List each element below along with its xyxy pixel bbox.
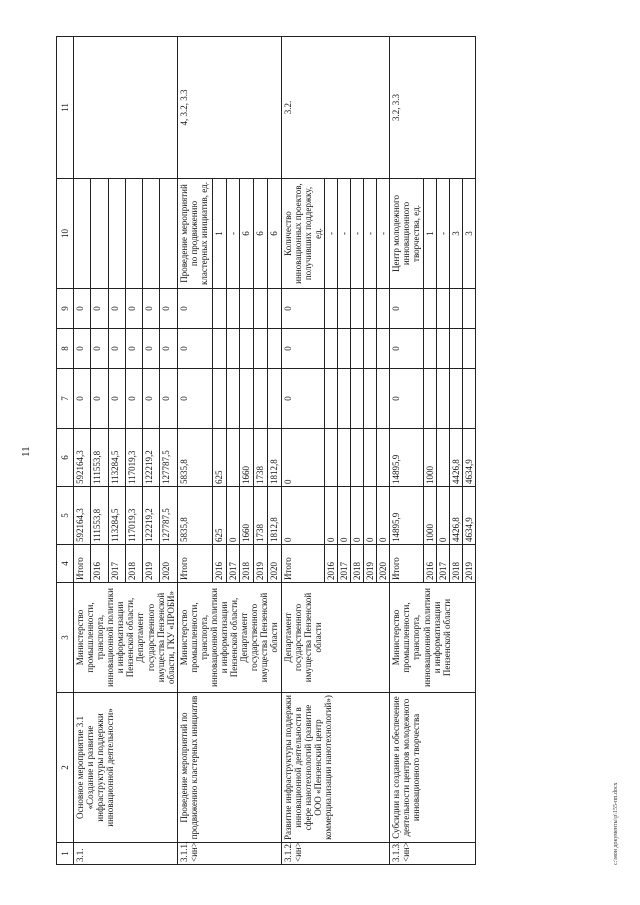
local-budget-cell: 0 — [91, 329, 108, 369]
regional-budget-cell: 14895,9 — [390, 429, 423, 487]
regional-budget-cell: 1812,8 — [267, 429, 281, 487]
other-sources-cell — [462, 289, 475, 329]
local-budget-cell — [337, 329, 350, 369]
measure-name-cell: Основное мероприятие 3.1 «Создание и развитие инфраструктуры поддержки инновационной деятельности» — [74, 693, 178, 843]
federal-budget-cell — [337, 369, 350, 429]
federal-budget-cell — [267, 369, 281, 429]
federal-budget-cell — [324, 369, 337, 429]
executor-cell: Департамент государственного имущества Пензенской области — [281, 583, 390, 693]
year-cell: 2016 — [324, 545, 337, 583]
regional-budget-cell: 592164,3 — [74, 429, 91, 487]
total-amount-cell: 14895,9 — [390, 487, 423, 545]
total-amount-cell: 111553,8 — [91, 487, 108, 545]
federal-budget-cell: 0 — [74, 369, 91, 429]
regional-budget-cell: 5835,8 — [177, 429, 212, 487]
regional-budget-cell — [337, 429, 350, 487]
local-budget-cell: 0 — [390, 329, 423, 369]
other-sources-cell — [364, 289, 377, 329]
column-header: 8 — [57, 329, 74, 369]
regional-budget-cell: 117019,3 — [125, 429, 142, 487]
regional-budget-cell — [364, 429, 377, 487]
year-cell: 2019 — [462, 545, 475, 583]
indicator-value-cell: 1 — [212, 179, 226, 289]
total-amount-cell: 0 — [436, 487, 449, 545]
federal-budget-cell: 0 — [143, 369, 160, 429]
total-amount-cell: 0 — [226, 487, 240, 545]
indicator-description: Количество инновационных проектов, получивших поддержку, ед. — [282, 183, 323, 284]
regional-budget-cell: 1660 — [240, 429, 254, 487]
file-path-footer: c:\мои документы\р\155-пп.docx — [613, 782, 619, 865]
regional-budget-cell — [351, 429, 364, 487]
year-cell: 2016 — [91, 545, 108, 583]
executor-cell: Министерство промышленности, транспорта, инновационной политики и информатизации Пензенской области, Департамент государственного имущества Пензенской области, ГКУ «ПРОБИ» — [74, 583, 178, 693]
total-amount-cell: 592164,3 — [74, 487, 91, 545]
local-budget-cell: 0 — [160, 329, 177, 369]
table-row — [281, 37, 324, 865]
local-budget-cell — [267, 329, 281, 369]
year-cell: 2020 — [267, 545, 281, 583]
executor-cell: Министерство промышленности, транспорта, инновационной политики и информатизации Пензенской области — [390, 583, 476, 693]
year-cell: Итого — [177, 545, 212, 583]
federal-budget-cell — [364, 369, 377, 429]
indicator-cell — [390, 179, 423, 289]
year-cell: Итого — [281, 545, 324, 583]
other-sources-cell — [324, 289, 337, 329]
total-amount-cell: 1000 — [423, 487, 436, 545]
indicator-value-cell: - — [324, 179, 337, 289]
column-header: 7 — [57, 369, 74, 429]
other-sources-cell: 0 — [74, 289, 91, 329]
other-sources-cell — [212, 289, 226, 329]
year-cell: 2019 — [254, 545, 268, 583]
table-body — [74, 37, 476, 865]
other-sources-cell — [254, 289, 268, 329]
federal-budget-cell: 0 — [177, 369, 212, 429]
other-sources-cell — [449, 289, 462, 329]
total-amount-cell: 122219,2 — [143, 487, 160, 545]
regional-budget-cell: 625 — [212, 429, 226, 487]
indicator-cell — [281, 179, 324, 289]
federal-budget-cell — [449, 369, 462, 429]
year-cell: 2018 — [449, 545, 462, 583]
column-header: 9 — [57, 289, 74, 329]
year-cell: Итого — [390, 545, 423, 583]
other-sources-cell — [226, 289, 240, 329]
year-cell: 2019 — [364, 545, 377, 583]
federal-budget-cell — [254, 369, 268, 429]
indicator-value-cell: 6 — [267, 179, 281, 289]
target-indicators-cell: 3.2, 3.3 — [390, 37, 476, 179]
indicator-value-cell — [108, 179, 125, 289]
column-header: 10 — [57, 179, 74, 289]
row-number-cell: 3.1.3. <ин> — [390, 843, 476, 865]
year-cell: 2018 — [125, 545, 142, 583]
column-header: 3 — [57, 583, 74, 693]
other-sources-cell — [423, 289, 436, 329]
other-sources-cell — [436, 289, 449, 329]
local-budget-cell — [254, 329, 268, 369]
local-budget-cell — [212, 329, 226, 369]
local-budget-cell — [240, 329, 254, 369]
total-amount-cell: 0 — [324, 487, 337, 545]
regional-budget-cell: 127787,5 — [160, 429, 177, 487]
regional-budget-cell — [377, 429, 390, 487]
indicator-description: Центр молодежного инновационного творчества, ед. — [391, 195, 422, 272]
total-amount-cell: 117019,3 — [125, 487, 142, 545]
other-sources-cell — [337, 289, 350, 329]
column-header: 4 — [57, 545, 74, 583]
regional-budget-cell: 1738 — [254, 429, 268, 487]
measure-name-cell: Развитие инфраструктуры поддержки инновационной деятельности в сфере нанотехнологий (развитие ООО «Пензенский центр коммерциализации нанотехнологий») — [281, 693, 390, 843]
other-sources-cell — [377, 289, 390, 329]
total-amount-cell: 0 — [337, 487, 350, 545]
federal-budget-cell: 0 — [108, 369, 125, 429]
total-amount-cell: 4426,8 — [449, 487, 462, 545]
other-sources-cell: 0 — [143, 289, 160, 329]
measure-name-cell: Проведение мероприятий по продвижению кластерных инициатив — [177, 693, 281, 843]
indicator-value-cell: - — [377, 179, 390, 289]
regional-budget-cell — [324, 429, 337, 487]
federal-budget-cell: 0 — [160, 369, 177, 429]
indicator-value-cell: - — [364, 179, 377, 289]
local-budget-cell: 0 — [108, 329, 125, 369]
target-indicators-cell: 4, 3.2, 3.3 — [177, 37, 281, 179]
indicator-value-cell: - — [226, 179, 240, 289]
local-budget-cell: 0 — [177, 329, 212, 369]
total-amount-cell: 1660 — [240, 487, 254, 545]
federal-budget-cell: 0 — [281, 369, 324, 429]
regional-budget-cell: 111553,8 — [91, 429, 108, 487]
federal-budget-cell — [240, 369, 254, 429]
regional-budget-cell: 0 — [281, 429, 324, 487]
row-number-cell: 3.1.2. <ин> — [281, 843, 390, 865]
table-row — [177, 37, 212, 865]
local-budget-cell — [364, 329, 377, 369]
federal-budget-cell — [423, 369, 436, 429]
federal-budget-cell — [212, 369, 226, 429]
other-sources-cell: 0 — [108, 289, 125, 329]
total-amount-cell: 4634,9 — [462, 487, 475, 545]
total-amount-cell: 1812,8 — [267, 487, 281, 545]
column-header: 6 — [57, 429, 74, 487]
indicator-cell — [177, 179, 212, 289]
column-header: 11 — [57, 37, 74, 179]
indicator-value-cell — [91, 179, 108, 289]
target-indicators-cell — [74, 37, 178, 179]
indicator-value-cell — [143, 179, 160, 289]
federal-budget-cell — [351, 369, 364, 429]
total-amount-cell: 0 — [364, 487, 377, 545]
other-sources-cell: 0 — [390, 289, 423, 329]
other-sources-cell: 0 — [281, 289, 324, 329]
total-amount-cell: 5835,8 — [177, 487, 212, 545]
indicator-value-cell: 6 — [254, 179, 268, 289]
local-budget-cell — [226, 329, 240, 369]
local-budget-cell — [449, 329, 462, 369]
indicator-value-cell — [74, 179, 91, 289]
executor-cell: Министерство промышленности, транспорта, инновационной политики и информатизации Пензенской области, Департамент государственного имущества Пензенской области — [177, 583, 281, 693]
total-amount-cell: 625 — [212, 487, 226, 545]
federal-budget-cell — [226, 369, 240, 429]
total-amount-cell: 127787,5 — [160, 487, 177, 545]
regional-budget-cell: 122219,2 — [143, 429, 160, 487]
other-sources-cell: 0 — [177, 289, 212, 329]
target-indicators-cell: 3.2. — [281, 37, 390, 179]
federal-budget-cell: 0 — [125, 369, 142, 429]
federal-budget-cell: 0 — [390, 369, 423, 429]
year-cell: 2017 — [436, 545, 449, 583]
year-cell: Итого — [74, 545, 91, 583]
year-cell: 2019 — [143, 545, 160, 583]
regional-budget-cell — [226, 429, 240, 487]
year-cell: 2020 — [377, 545, 390, 583]
other-sources-cell — [240, 289, 254, 329]
table-row — [390, 37, 423, 865]
total-amount-cell: 0 — [351, 487, 364, 545]
local-budget-cell: 0 — [125, 329, 142, 369]
local-budget-cell: 0 — [74, 329, 91, 369]
year-cell: 2016 — [212, 545, 226, 583]
local-budget-cell — [462, 329, 475, 369]
indicator-value-cell — [160, 179, 177, 289]
program-table — [56, 36, 476, 865]
year-cell: 2018 — [351, 545, 364, 583]
total-amount-cell: 0 — [281, 487, 324, 545]
other-sources-cell: 0 — [125, 289, 142, 329]
local-budget-cell — [324, 329, 337, 369]
indicator-value-cell: 3 — [462, 179, 475, 289]
regional-budget-cell: 4634,9 — [462, 429, 475, 487]
federal-budget-cell — [462, 369, 475, 429]
other-sources-cell — [267, 289, 281, 329]
row-number-cell: 3.1.1. <ин> — [177, 843, 281, 865]
year-cell: 2017 — [337, 545, 350, 583]
indicator-value-cell: 1 — [423, 179, 436, 289]
local-budget-cell — [423, 329, 436, 369]
indicator-value-cell — [125, 179, 142, 289]
indicator-value-cell: - — [436, 179, 449, 289]
page-number: 11 — [20, 446, 32, 457]
column-header: 5 — [57, 487, 74, 545]
year-cell: 2016 — [423, 545, 436, 583]
federal-budget-cell: 0 — [91, 369, 108, 429]
other-sources-cell — [351, 289, 364, 329]
local-budget-cell: 0 — [281, 329, 324, 369]
local-budget-cell — [377, 329, 390, 369]
local-budget-cell — [436, 329, 449, 369]
total-amount-cell: 0 — [377, 487, 390, 545]
column-header: 1 — [57, 843, 74, 865]
regional-budget-cell — [436, 429, 449, 487]
measure-name-cell: Субсидии на создание и обеспечение деятельности центров молодежного инновационного творчества — [390, 693, 476, 843]
year-cell: 2018 — [240, 545, 254, 583]
local-budget-cell — [351, 329, 364, 369]
regional-budget-cell: 113284,5 — [108, 429, 125, 487]
column-header: 2 — [57, 693, 74, 843]
total-amount-cell: 113284,5 — [108, 487, 125, 545]
year-cell: 2017 — [108, 545, 125, 583]
year-cell: 2017 — [226, 545, 240, 583]
local-budget-cell: 0 — [143, 329, 160, 369]
regional-budget-cell: 1000 — [423, 429, 436, 487]
other-sources-cell: 0 — [160, 289, 177, 329]
table-row — [74, 37, 91, 865]
indicator-value-cell: - — [337, 179, 350, 289]
indicator-value-cell: 3 — [449, 179, 462, 289]
indicator-value-cell: 6 — [240, 179, 254, 289]
year-cell: 2020 — [160, 545, 177, 583]
other-sources-cell: 0 — [91, 289, 108, 329]
federal-budget-cell — [436, 369, 449, 429]
federal-budget-cell — [377, 369, 390, 429]
regional-budget-cell: 4426,8 — [449, 429, 462, 487]
total-amount-cell: 1738 — [254, 487, 268, 545]
indicator-description: Проведение мероприятий по продвижению кластерных инициатив, ед. — [178, 182, 209, 285]
indicator-value-cell: - — [351, 179, 364, 289]
column-number-row — [57, 37, 74, 865]
row-number-cell: 3.1. — [74, 843, 178, 865]
